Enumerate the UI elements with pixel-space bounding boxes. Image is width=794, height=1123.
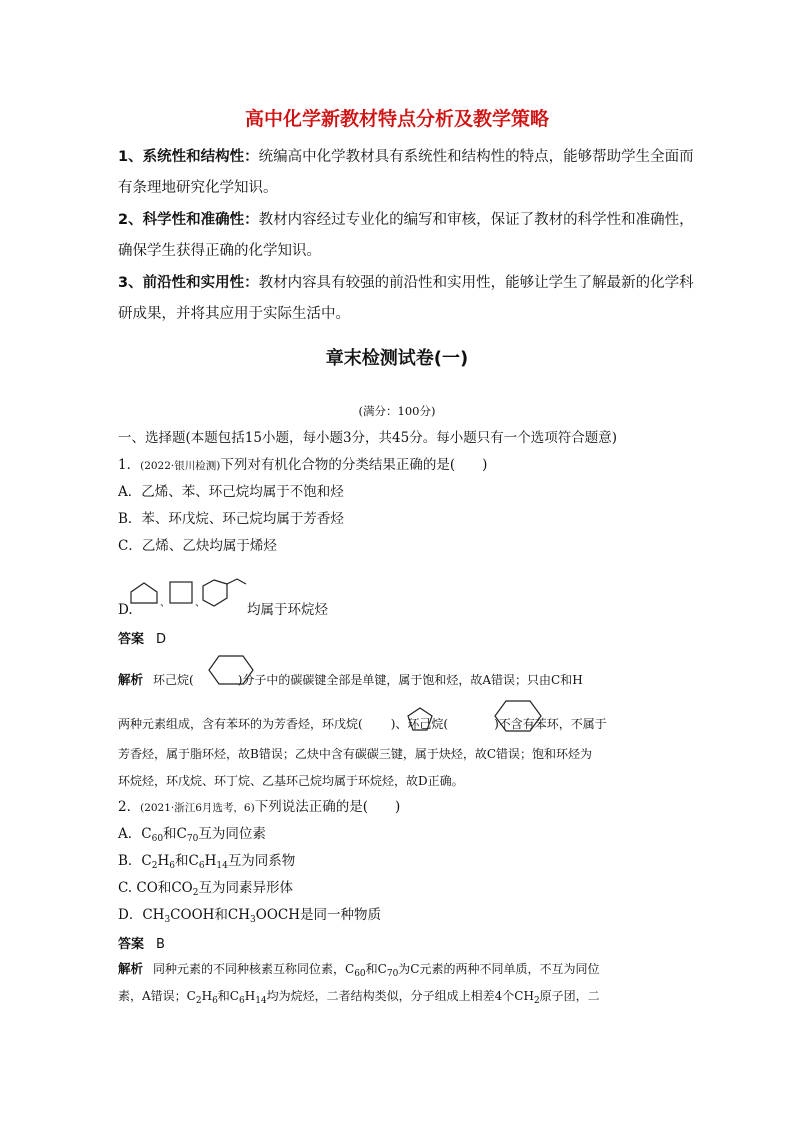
q2-d-2: COOH和CH xyxy=(170,907,251,923)
cyclohexane-structure-icon xyxy=(208,655,254,685)
q2-a-sub-1: 60 xyxy=(151,834,164,844)
q2-e2-sub-2: 6 xyxy=(212,996,218,1006)
q2-c-1: C. CO和CO xyxy=(118,880,193,896)
q2-d-sub-2: 3 xyxy=(250,915,256,925)
q2-d-3: OOCH是同一种物质 xyxy=(255,907,381,923)
q2-explanation-line-2 xyxy=(118,987,600,1005)
q2-e1-sub-1: 60 xyxy=(354,969,366,979)
q1-exp-2a: 两种元素组成，含有苯环的为芳香烃，环戊烷( xyxy=(118,717,363,731)
q1-explanation-label: 解析 xyxy=(118,672,144,687)
point-2-line-1 xyxy=(118,210,694,230)
q1-option-c: C．乙烯、乙炔均属于烯烃 xyxy=(118,538,277,554)
q2-e2-1: 素，A错误；C xyxy=(118,989,196,1003)
q1-option-d-separator-1: 、 xyxy=(160,598,170,609)
point-1-label: 1、系统性和结构性： xyxy=(118,149,259,165)
q2-answer-label: 答案 xyxy=(118,937,145,952)
q2-e2-sub-5: 2 xyxy=(533,996,540,1006)
q2-e1-1: 同种元素的不同种核素互称同位素，C xyxy=(153,962,355,976)
q2-e2-sub-3: 6 xyxy=(238,996,245,1006)
point-1-text: 统编高中化学教材具有系统性和结构性的特点，能够帮助学生全面而 xyxy=(258,149,694,165)
q2-c-sub-1: 2 xyxy=(192,888,199,898)
q2-answer-value: B xyxy=(156,937,165,952)
q2-a-1: A．C xyxy=(118,826,152,842)
q2-b-sub-1: 2 xyxy=(151,861,158,871)
q2-e2-2: H xyxy=(201,989,213,1003)
q2-b-1: B．C xyxy=(118,853,152,869)
q2-option-b xyxy=(118,851,295,871)
q2-d-1: D．CH xyxy=(118,907,165,923)
cyclopentane-structure-icon xyxy=(131,582,159,604)
q2-e1-sub-2: 70 xyxy=(386,969,399,979)
cyclopentane-structure-icon xyxy=(407,707,433,731)
q2-b-sub-2: 6 xyxy=(169,861,175,871)
q1-option-a: A．乙烯、苯、环己烷均属于不饱和烃 xyxy=(118,484,344,500)
q1-question: 下列对有机化合物的分类结果正确的是( ) xyxy=(220,457,488,473)
cyclohexane-structure-icon xyxy=(494,700,542,732)
exam-instructions: 一、选择题(本题包括15小题，每小题3分，共45分。每小题只有一个选项符合题意) xyxy=(118,430,617,446)
q2-a-2: 和C xyxy=(163,826,187,842)
q2-option-d xyxy=(118,905,381,925)
q1-option-d-separator-2: 、 xyxy=(195,598,205,609)
q2-e2-sub-4: 14 xyxy=(255,996,267,1006)
q2-b-3: 和C xyxy=(175,853,199,869)
exam-score: (满分：100分) xyxy=(358,404,436,418)
document-title: 高中化学新教材特点分析及教学策略 xyxy=(244,108,549,130)
q2-c-2: 互为同素异形体 xyxy=(198,880,293,896)
q2-b-4: H xyxy=(204,853,217,869)
q1-exp-1a: 环己烷( xyxy=(153,673,194,687)
q1-exp-2c: )不含有苯环，不属于 xyxy=(494,717,607,731)
point-1-line-2: 有条理地研究化学知识。 xyxy=(118,180,278,196)
q1-source: (2022·银川检测) xyxy=(140,460,221,472)
q2-b-sub-4: 14 xyxy=(216,861,228,871)
q1-answer-label: 答案 xyxy=(118,632,145,647)
q2-e1-3: 为C元素的两种不同单质，不互为同位 xyxy=(398,962,600,976)
q1-option-b: B．苯、环戊烷、环己烷均属于芳香烃 xyxy=(118,511,344,527)
q2-option-c xyxy=(118,878,293,898)
q2-question: 下列说法正确的是( ) xyxy=(254,799,401,815)
q2-explanation-line-1 xyxy=(118,960,599,978)
q2-option-a xyxy=(118,824,266,844)
q2-answer xyxy=(118,933,165,952)
q2-a-sub-2: 70 xyxy=(186,834,199,844)
exam-title: 章末检测试卷(一) xyxy=(325,348,469,369)
q2-e2-5: 均为烷烃，二者结构类似，分子组成上相差4个CH xyxy=(266,989,534,1003)
q2-b-2: H xyxy=(157,853,170,869)
q2-e2-3: 和C xyxy=(217,989,239,1003)
q2-b-sub-3: 6 xyxy=(198,861,205,871)
q1-exp-1b: )分子中的碳碳键全部是单键，属于饱和烃，故A错误；只由C和H xyxy=(237,673,583,687)
q1-explanation-line-3: 芳香烃，属于脂环烃，故B错误；乙炔中含有碳碳三键，属于炔烃，故C错误；饱和环烃为 xyxy=(118,747,593,761)
q2-number: 2． xyxy=(118,799,141,815)
point-1-line-1 xyxy=(118,147,694,167)
q2-e2-6: 原子团，二 xyxy=(539,989,600,1003)
q2-explanation-label: 解析 xyxy=(118,961,144,976)
q2-d-sub-1: 3 xyxy=(164,915,171,925)
q1-number: 1． xyxy=(118,457,141,473)
q2-a-3: 互为同位素 xyxy=(198,826,266,842)
q1-explanation-line-4: 环烷烃，环戊烷、环丁烷、乙基环己烷均属于环烷烃，故D正确。 xyxy=(118,774,464,788)
point-3-label: 3、前沿性和实用性： xyxy=(118,275,259,291)
point-2-label: 2、科学性和准确性： xyxy=(118,212,259,228)
q1-answer xyxy=(118,628,166,647)
ethylcyclohexane-structure-icon xyxy=(202,578,250,608)
q2-e1-2: 和C xyxy=(365,962,387,976)
point-3-text: 教材内容具有较强的前沿性和实用性，能够让学生了解最新的化学科 xyxy=(258,275,694,291)
q1-stem xyxy=(118,455,487,476)
q1-explanation-line-1 xyxy=(118,671,583,689)
q2-source: (2021·浙江6月选考，6) xyxy=(140,802,255,814)
q2-b-5: 互为同系物 xyxy=(227,853,296,869)
q2-e2-sub-1: 2 xyxy=(195,996,202,1006)
point-2-line-2: 确保学生获得正确的化学知识。 xyxy=(118,243,321,259)
q1-option-d-label: D. xyxy=(118,602,133,618)
q2-stem xyxy=(118,797,400,818)
point-3-line-2: 研成果，并将其应用于实际生活中。 xyxy=(118,306,350,322)
q1-option-d-text: 均属于环烷烃 xyxy=(247,602,328,618)
q2-e2-4: H xyxy=(244,989,256,1003)
q1-exp-2b: )、环己烷( xyxy=(390,717,449,731)
cyclobutane-structure-icon xyxy=(170,582,194,604)
point-3-line-1 xyxy=(118,273,694,293)
q1-answer-value: D xyxy=(156,632,167,647)
point-2-text: 教材内容经过专业化的编写和审核，保证了教材的科学性和准确性， xyxy=(258,212,694,228)
